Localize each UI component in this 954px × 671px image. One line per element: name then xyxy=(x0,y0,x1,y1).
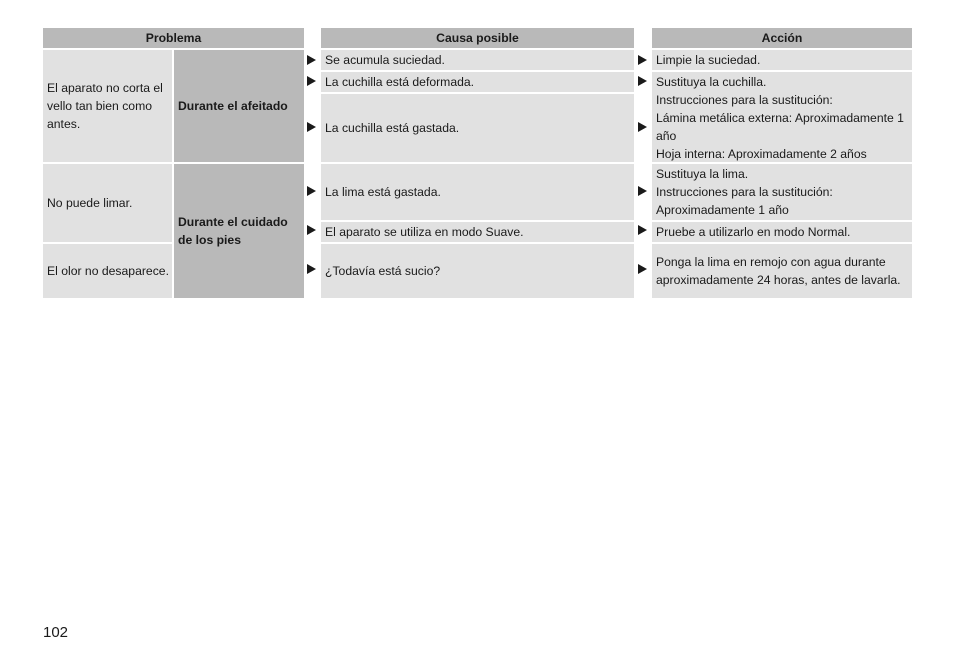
action-cell xyxy=(652,222,912,242)
arrow-icon xyxy=(638,55,647,65)
arrow-icon xyxy=(307,186,316,196)
arrow-icon xyxy=(307,55,316,65)
problem-text: No puede limar. xyxy=(47,196,133,210)
cause-text: ¿Todavía está sucio? xyxy=(325,264,441,278)
header-cause: Causa posible xyxy=(321,28,634,48)
action-cell xyxy=(652,50,912,70)
action-text: Pruebe a utilizarlo en modo Normal. xyxy=(656,225,851,239)
action-text: Limpie la suciedad. xyxy=(656,53,761,67)
arrow-icon xyxy=(638,225,647,235)
context-cell xyxy=(174,164,304,298)
cause-text: La cuchilla está gastada. xyxy=(325,121,460,135)
arrow-icon xyxy=(638,264,647,274)
cause-cell xyxy=(321,164,634,220)
action-cell xyxy=(652,164,912,220)
cause-text: La lima está gastada. xyxy=(325,185,441,199)
problem-cell xyxy=(43,164,172,242)
action-text: Ponga la lima en remojo con agua durante aproximadamente 24 horas, antes de lavarla. xyxy=(656,255,901,287)
arrow-icon xyxy=(638,76,647,86)
arrow-icon xyxy=(638,186,647,196)
context-text: Durante el afeitado xyxy=(178,99,288,113)
cause-text: El aparato se utiliza en modo Suave. xyxy=(325,225,524,239)
context-cell xyxy=(174,50,304,162)
arrow-icon xyxy=(307,264,316,274)
action-cell xyxy=(652,72,912,162)
arrow-icon xyxy=(307,225,316,235)
problem-cell xyxy=(43,50,172,162)
cause-text: Se acumula suciedad. xyxy=(325,53,445,67)
cause-text: La cuchilla está deformada. xyxy=(325,75,475,89)
arrow-icon xyxy=(638,122,647,132)
cause-cell xyxy=(321,72,634,92)
problem-cell xyxy=(43,244,172,298)
problem-text: El aparato no corta el vello tan bien como antes. xyxy=(47,81,163,131)
action-line: Instrucciones para la sustitución: xyxy=(656,185,833,199)
action-line: Sustituya la cuchilla. xyxy=(656,75,767,89)
action-line: Instrucciones para la sustitución: xyxy=(656,93,833,107)
cause-cell xyxy=(321,94,634,162)
arrow-icon xyxy=(307,122,316,132)
header-action: Acción xyxy=(652,28,912,48)
cause-cell xyxy=(321,244,634,298)
action-line: Aproximadamente 1 año xyxy=(656,203,789,217)
context-text: Durante el cuidado de los pies xyxy=(178,215,288,247)
action-line: Lámina metálica externa: Aproximadamente 1 año xyxy=(656,111,904,143)
header-problem: Problema xyxy=(43,28,304,48)
action-line: Sustituya la lima. xyxy=(656,167,749,181)
arrow-icon xyxy=(307,76,316,86)
cause-cell xyxy=(321,222,634,242)
page-number: 102 xyxy=(43,624,69,641)
problem-text: El olor no desaparece. xyxy=(47,264,169,278)
action-line: Hoja interna: Aproximadamente 2 años xyxy=(656,147,867,161)
cause-cell xyxy=(321,50,634,70)
action-cell xyxy=(652,244,912,298)
